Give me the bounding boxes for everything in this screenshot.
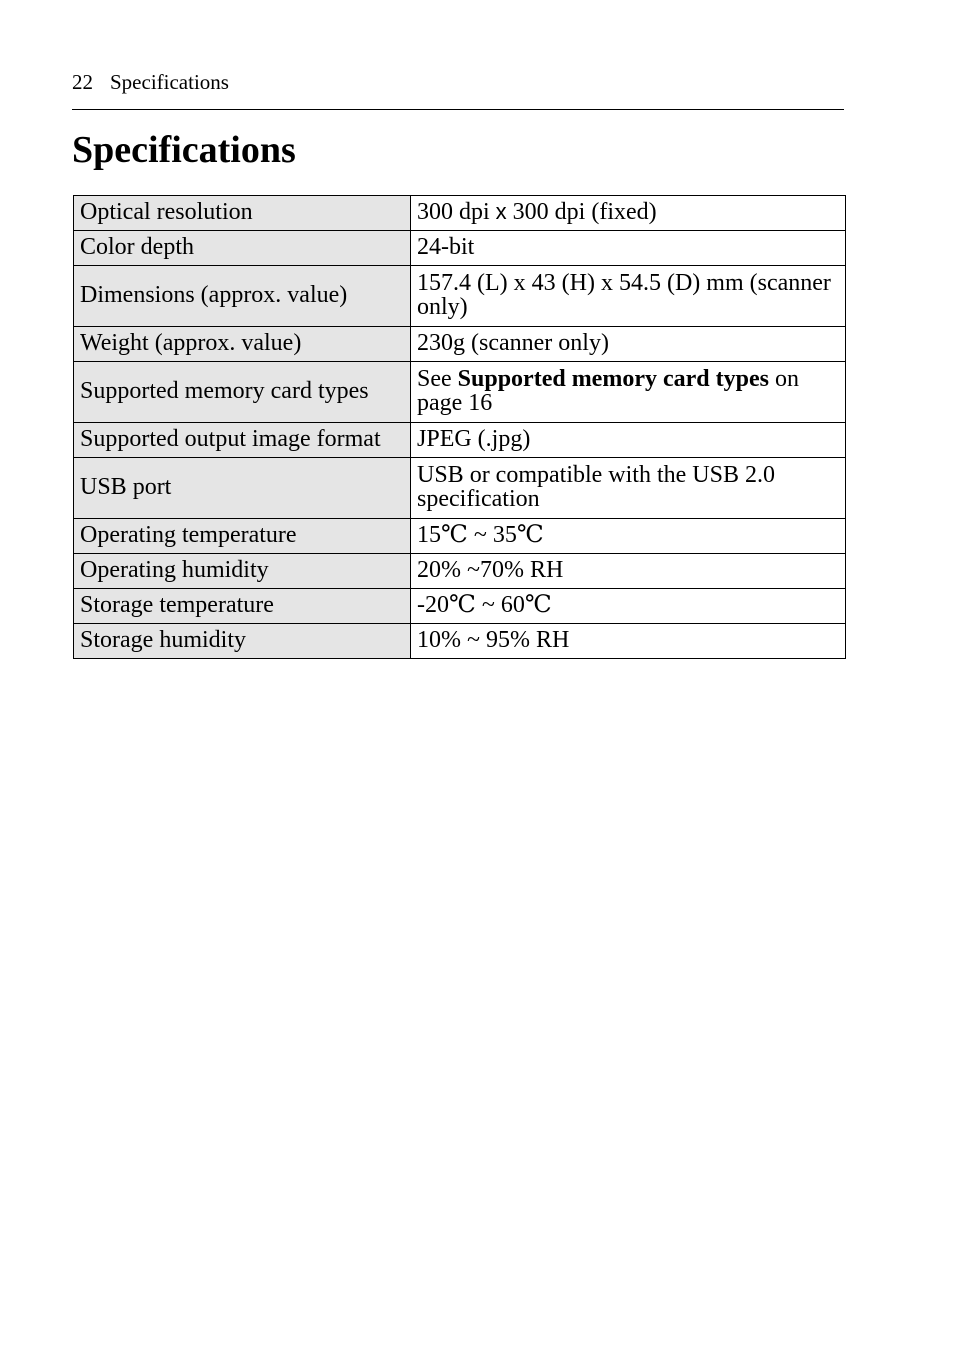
spec-value: USB or compatible with the USB 2.0 specification [411, 458, 846, 519]
table-row [74, 554, 846, 589]
table-row [74, 231, 846, 266]
page-number: 22 [72, 70, 93, 94]
spec-value: 15℃ ~ 35℃ [411, 519, 846, 554]
spec-label: Operating temperature [74, 519, 411, 554]
spec-label: Supported output image format [74, 423, 411, 458]
spec-value-part: on page 16 [417, 366, 799, 416]
page-title: Specifications [72, 129, 296, 171]
spec-value: -20℃ ~ 60℃ [411, 589, 846, 624]
cross-reference-link[interactable]: Supported memory card types [457, 366, 769, 392]
table-row [74, 362, 846, 423]
spec-value [411, 362, 846, 423]
spec-value [411, 196, 846, 231]
spec-value-part: 300 dpi [417, 199, 496, 225]
table-row [74, 589, 846, 624]
spec-label: Supported memory card types [74, 362, 411, 423]
spec-value: 20% ~70% RH [411, 554, 846, 589]
table-row [74, 423, 846, 458]
table-row [74, 266, 846, 327]
spec-label: Storage temperature [74, 589, 411, 624]
table-row [74, 196, 846, 231]
specifications-table [73, 195, 846, 659]
spec-value-part: 300 dpi (fixed) [506, 199, 657, 225]
table-row [74, 458, 846, 519]
spec-value: 10% ~ 95% RH [411, 624, 846, 659]
table-row [74, 519, 846, 554]
spec-label: Dimensions (approx. value) [74, 266, 411, 327]
spec-value: 230g (scanner only) [411, 327, 846, 362]
spec-value: 24-bit [411, 231, 846, 266]
spec-value-part: See [417, 366, 458, 392]
spec-label: USB port [74, 458, 411, 519]
running-header-section: Specifications [110, 70, 229, 94]
spec-value: 157.4 (L) x 43 (H) x 54.5 (D) mm (scanner only) [411, 266, 846, 327]
table-row [74, 624, 846, 659]
spec-value-times: x [495, 199, 507, 224]
spec-label: Optical resolution [74, 196, 411, 231]
header-rule [72, 109, 844, 110]
spec-label: Weight (approx. value) [74, 327, 411, 362]
spec-label: Storage humidity [74, 624, 411, 659]
spec-label: Color depth [74, 231, 411, 266]
running-header [72, 68, 229, 96]
spec-value: JPEG (.jpg) [411, 423, 846, 458]
table-row [74, 327, 846, 362]
spec-label: Operating humidity [74, 554, 411, 589]
